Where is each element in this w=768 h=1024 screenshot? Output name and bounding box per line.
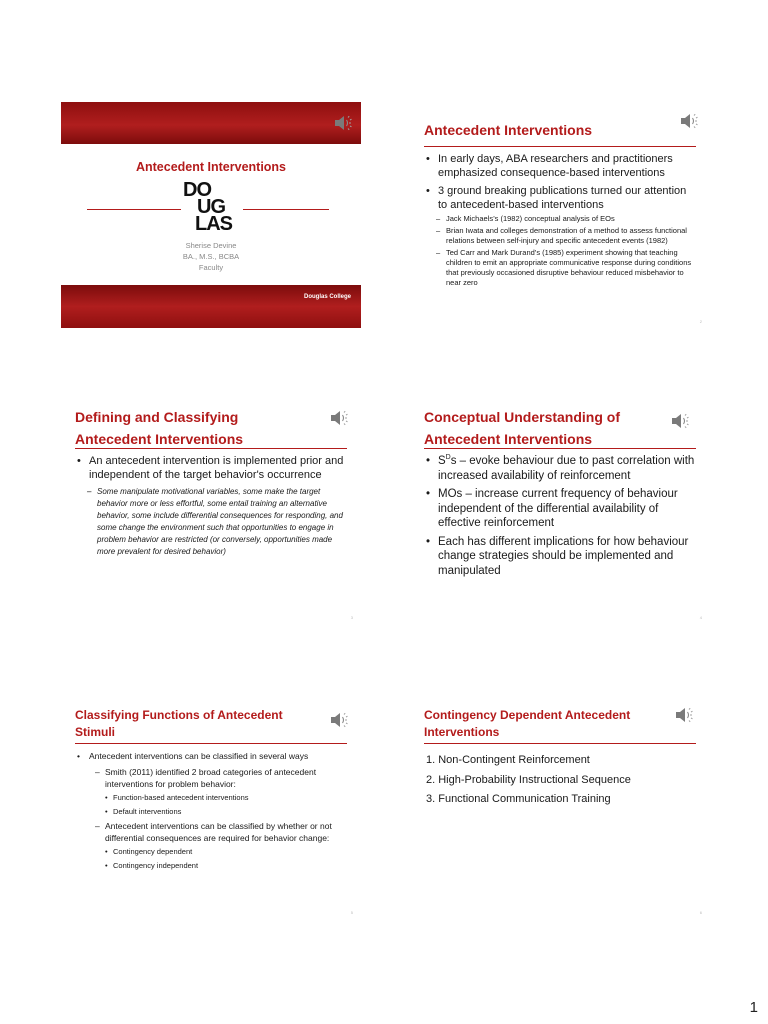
title-underline	[75, 448, 347, 449]
sub-bullet: – Smith (2011) identified 2 broad categories of antecedent interventions for problem behavior:	[83, 766, 347, 790]
speaker-icon[interactable]	[679, 112, 699, 130]
slide-2	[410, 102, 710, 328]
slide-1	[61, 102, 361, 328]
sub-bullet: – Jack Michaels’s (1982) conceptual analysis of EOs	[424, 214, 696, 224]
bullet: • 3 ground breaking publications turned our attention to antecedent-based interventions	[424, 184, 696, 212]
numbered-item: 3. Functional Communication Training	[426, 793, 611, 805]
slide-page-number: 6	[699, 910, 702, 915]
sub-bullet: – Brian Iwata and colleges demonstration of a method to assess functional relations between self-injury and specific antecedent events (1982)	[424, 226, 696, 246]
slide-header-band	[61, 102, 361, 144]
speaker-icon[interactable]	[329, 409, 349, 427]
slide-title: Contingency Dependent Antecedent Interventions	[424, 708, 631, 739]
speaker-icon[interactable]	[674, 706, 694, 724]
slide-body	[424, 454, 696, 582]
slide-title: Antecedent Interventions	[424, 122, 593, 138]
bullet: • Antecedent interventions can be classified in several ways	[75, 750, 347, 762]
slide-page-number: 3	[350, 615, 353, 620]
logo-left-rule	[87, 209, 181, 210]
speaker-icon[interactable]	[670, 412, 690, 430]
bullet: • $S^Ds$ – evoke behaviour due to past correlation with increased availability of reinforcement	[424, 454, 696, 483]
slide-title: Conceptual Understanding of Antecedent Interventions	[424, 409, 620, 447]
sub-sub-bullet: • Contingency independent	[103, 860, 347, 871]
numbered-item: 1. Non-Contingent Reinforcement	[426, 754, 590, 766]
slide-body	[424, 152, 696, 290]
sub-sub-bullet: • Default interventions	[103, 806, 347, 817]
sub-bullet: – Antecedent interventions can be classified by whether or not differential consequences are required for behavior change:	[83, 820, 347, 844]
slide-3	[61, 398, 361, 624]
slide-6	[410, 693, 710, 919]
sub-sub-bullet: • Function-based antecedent interventions	[103, 792, 347, 803]
slide-page-number: 5	[350, 910, 353, 915]
sub-bullet: – Some manipulate motivational variables, some make the target behavior more or less effortful, some entail training an alternative behavior, some include differential consequences for responding, and some change the environment such that opportunities to engage in problem behavior are restricted (or conversely, opportunities made more prevalent for desired behavior)	[75, 486, 347, 558]
slide-body	[75, 454, 347, 560]
slide-title: Classifying Functions of Antecedent Stimuli	[75, 708, 283, 739]
title-underline	[75, 743, 347, 744]
douglas-logo: DO UG LAS	[183, 179, 232, 235]
title-underline	[424, 448, 696, 449]
slide-title: Antecedent Interventions	[135, 160, 287, 174]
speaker-icon[interactable]	[329, 711, 349, 729]
numbered-item: 2. High-Probability Instructional Sequence	[426, 773, 631, 786]
sub-sub-bullet: • Contingency dependent	[103, 846, 347, 857]
slide-page-number: 2	[699, 319, 702, 324]
title-underline	[424, 146, 696, 147]
slide-footer-band	[61, 285, 361, 328]
slide-title: Defining and Classifying Antecedent Interventions	[75, 409, 244, 447]
logo-right-rule	[243, 209, 329, 210]
bullet: • In early days, ABA researchers and practitioners emphasized consequence-based interventions	[424, 152, 696, 180]
bullet: • Each has different implications for how behaviour change strategies should be implemented and manipulated	[424, 535, 696, 579]
slide-5	[61, 693, 361, 919]
title-underline	[424, 743, 696, 744]
slide-4	[410, 398, 710, 624]
speaker-icon[interactable]	[333, 114, 353, 132]
sub-bullet: – Ted Carr and Mark Durand’s (1985) experiment showing that teaching children to emit an appropriate communicative response during conditions that previously occasioned disruptive behaviour reduced misbehavior to near zero	[424, 248, 696, 288]
slide-page-number: 4	[699, 615, 702, 620]
bullet: • An antecedent intervention is implemented prior and independent of the target behavior's occurrence	[75, 454, 347, 482]
footer-brand: Douglas College	[303, 294, 351, 300]
slide-body	[424, 751, 696, 810]
slide-body	[75, 750, 347, 874]
bullet: • MOs – increase current frequency of behaviour independent of the differential availability of effective reinforcement	[424, 487, 696, 531]
page-number: 1	[749, 999, 758, 1016]
presenter-info: Sherise Devine BA., M.S., BCBA Faculty	[182, 241, 240, 272]
